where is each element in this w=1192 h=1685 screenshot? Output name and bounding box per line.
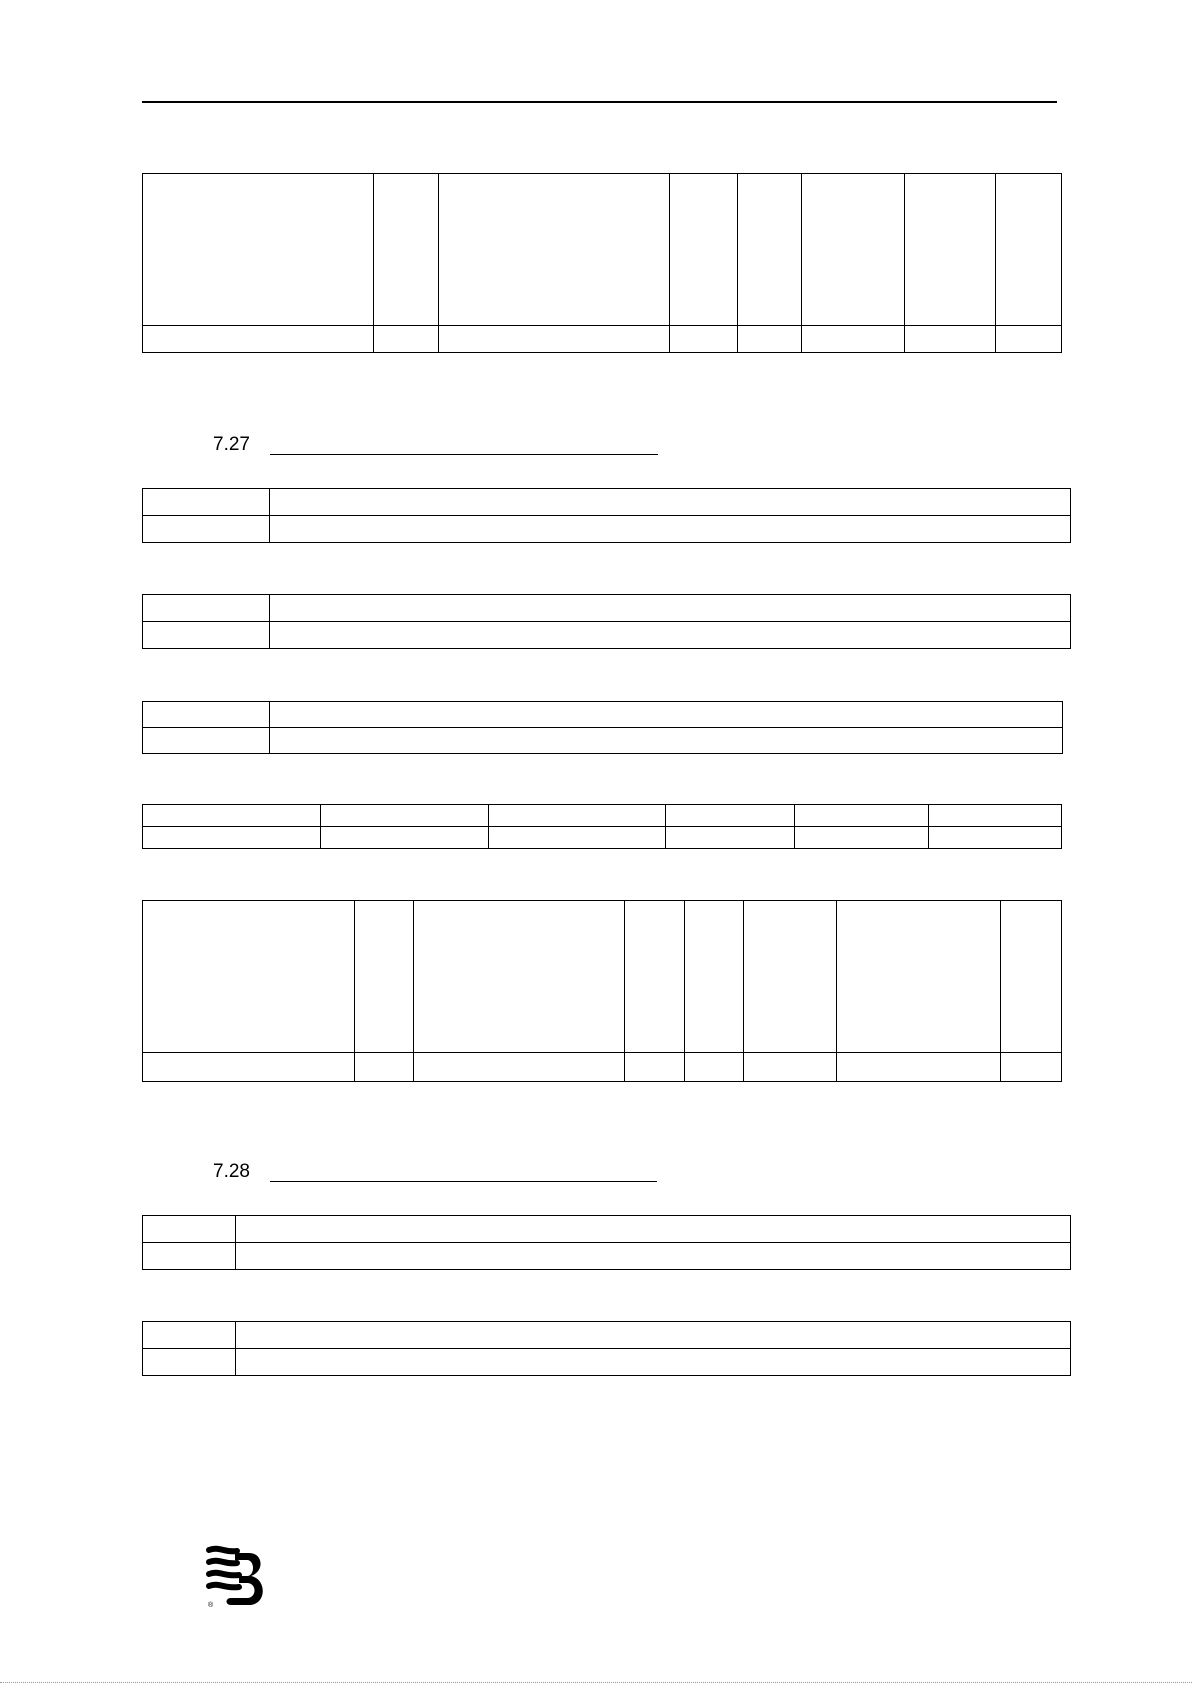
info-table-3 xyxy=(142,701,1063,754)
table-row xyxy=(143,489,1071,516)
table-row xyxy=(143,1243,1071,1270)
section-title-underline xyxy=(270,454,658,455)
info-table-4 xyxy=(142,1215,1071,1270)
table-row xyxy=(143,1216,1071,1243)
table-row xyxy=(143,728,1063,754)
section-title-underline xyxy=(270,1181,657,1182)
table-row xyxy=(143,1322,1071,1349)
table-row xyxy=(143,326,1062,353)
table-row xyxy=(143,805,1062,827)
company-logo-icon xyxy=(205,1545,271,1611)
section-number: 7.28 xyxy=(213,1161,250,1182)
table-header-row xyxy=(143,901,1062,1053)
info-table-1 xyxy=(142,488,1071,543)
header-rule xyxy=(142,101,1057,103)
info-table-2 xyxy=(142,594,1071,649)
section-number: 7.27 xyxy=(213,434,250,455)
table-row xyxy=(143,516,1071,543)
parameter-table-1 xyxy=(142,173,1062,353)
parameter-table-2 xyxy=(142,900,1062,1082)
table-row xyxy=(143,827,1062,849)
trademark-symbol: ® xyxy=(208,1602,214,1609)
table-row xyxy=(143,1349,1071,1376)
table-header-row xyxy=(143,174,1062,326)
info-table-5 xyxy=(142,1321,1071,1376)
table-row xyxy=(143,702,1063,728)
table-row xyxy=(143,1053,1062,1082)
page-bottom-border xyxy=(0,1682,1192,1683)
table-row xyxy=(143,622,1071,649)
values-table xyxy=(142,804,1062,849)
table-row xyxy=(143,595,1071,622)
